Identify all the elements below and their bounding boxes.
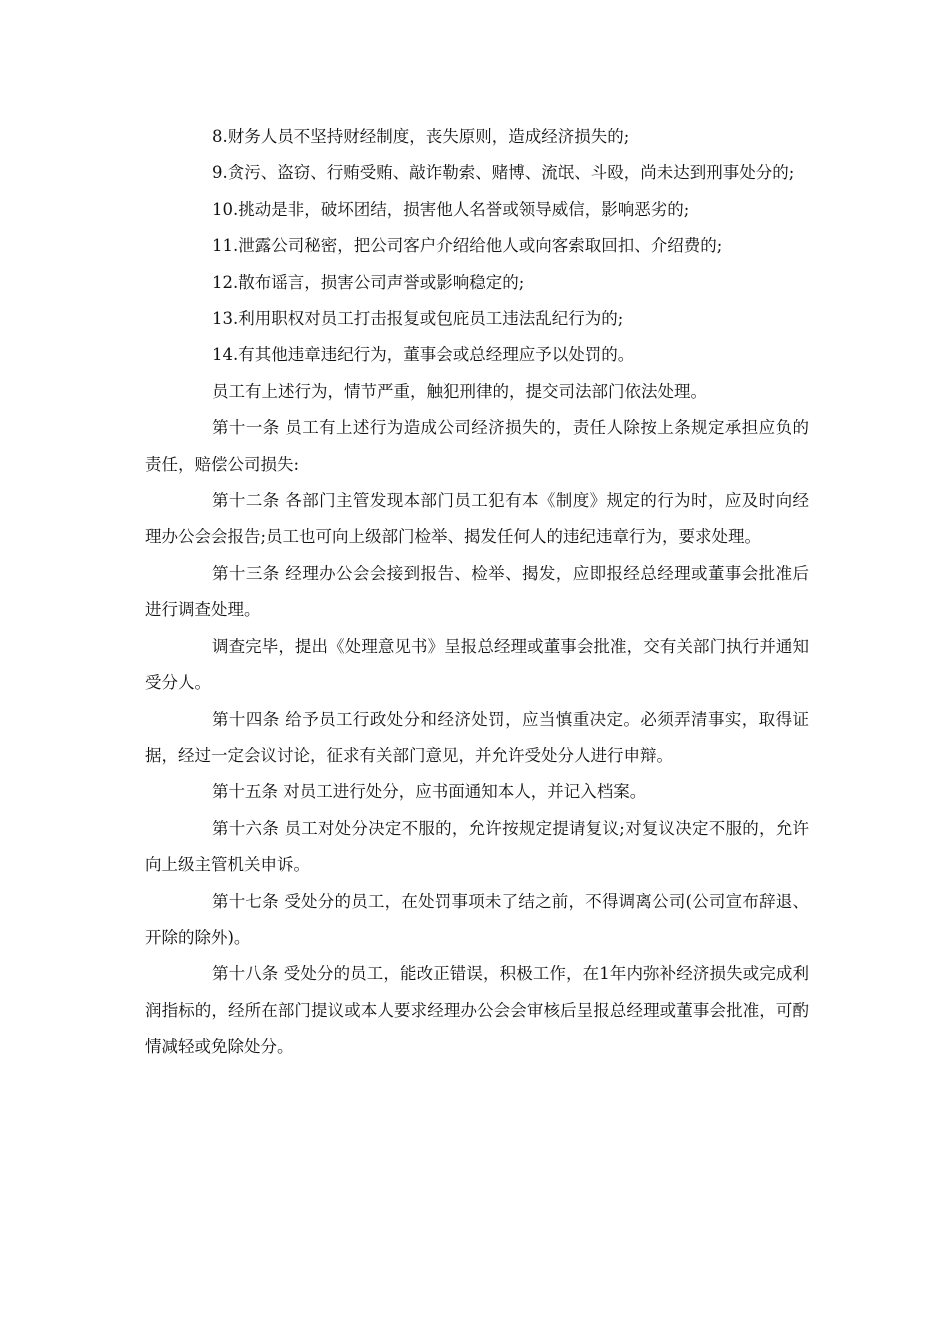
- paragraph-article-18: 第十八条 受处分的员工，能改正错误，积极工作，在1年内弥补经济损失或完成利润指标的，经所在部门提议或本人要求经理办公会会审核后呈报总经理或董事会批准，可酌情减轻或免除处分。: [145, 964, 809, 1057]
- paragraph-item-13: 13.利用职权对员工打击报复或包庇员工违法乱纪行为的;: [212, 309, 624, 329]
- paragraph-article-12: 第十二条 各部门主管发现本部门员工犯有本《制度》规定的行为时，应及时向经理办公会会报告;员工也可向上级部门检举、揭发任何人的违纪违章行为，要求处理。: [145, 491, 809, 547]
- paragraph-item-8: 8.财务人员不坚持财经制度，丧失原则，造成经济损失的;: [212, 127, 630, 146]
- paragraph-article-11: 第十一条 员工有上述行为造成公司经济损失的，责任人除按上条规定承担应负的责任，赔偿公司损失:: [145, 418, 809, 474]
- paragraph-article-16: 第十六条 员工对处分决定不服的，允许按规定提请复议;对复议决定不服的，允许向上级主管机关申诉。: [145, 818, 809, 875]
- paragraph-item-9: 9.贪污、盗窃、行贿受贿、敲诈勒索、赌博、流氓、斗殴，尚未达到刑事处分的;: [212, 163, 795, 183]
- paragraph-item-11: 11.泄露公司秘密，把公司客户介绍给他人或向客索取回扣、介绍费的;: [212, 236, 723, 256]
- paragraph-item-12: 12.散布谣言，损害公司声誉或影响稳定的;: [212, 272, 525, 292]
- paragraph-article-13: 第十三条 经理办公会会接到报告、检举、揭发，应即报经总经理或董事会批准后进行调查处理。: [145, 563, 809, 620]
- document-body: [145, 119, 809, 1066]
- paragraph-judicial-note: 员工有上述行为，情节严重，触犯刑律的，提交司法部门依法处理。: [212, 381, 707, 401]
- paragraph-investigation: 调查完毕，提出《处理意见书》呈报总经理或董事会批准，交有关部门执行并通知受分人。: [145, 636, 809, 693]
- paragraph-article-14: 第十四条 给予员工行政处分和经济处罚，应当慎重决定。必须弄清事实，取得证据，经过一定会议讨论，征求有关部门意见，并允许受处分人进行申辩。: [145, 709, 809, 765]
- paragraph-article-17: 第十七条 受处分的员工，在处罚事项未了结之前，不得调离公司(公司宣布辞退、开除的除外)。: [145, 891, 809, 947]
- paragraph-item-10: 10.挑动是非，破坏团结，损害他人名誉或领导威信，影响恶劣的;: [212, 199, 690, 219]
- paragraph-item-14: 14.有其他违章违纪行为，董事会或总经理应予以处罚的。: [212, 345, 635, 365]
- paragraph-article-15: 第十五条 对员工进行处分，应书面通知本人，并记入档案。: [212, 782, 647, 802]
